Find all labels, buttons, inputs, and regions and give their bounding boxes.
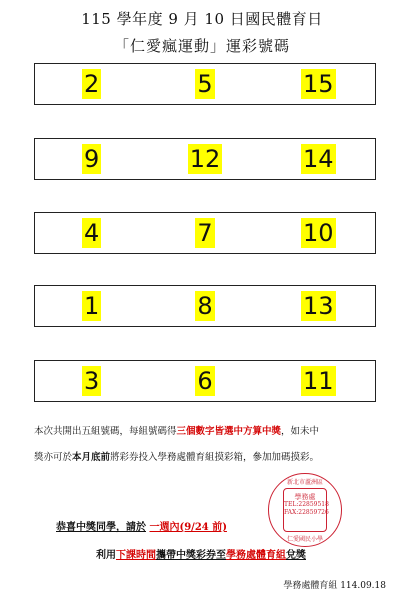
office-seal [268,473,342,547]
claim-text: 攜帶中獎彩券至 [156,550,226,561]
notice-text: 本次共開出五組號碼，每組號碼得 [34,426,177,437]
lottery-number: 1 [84,292,100,320]
seal-top-text: 新北市蘆洲區 [286,479,323,486]
congrats-line [56,518,227,533]
notice-text: 將彩券投入學務處體育組摸彩箱，參加加碼摸彩。 [110,452,320,463]
congrats-text: 恭喜中獎同學，請於 [56,522,146,533]
seal-tel: TEL:22859518 [284,501,329,508]
notice-deadline: 本月底前 [72,452,111,463]
lottery-number: 4 [84,219,100,247]
lottery-number: 6 [197,367,213,395]
claim-text: 利用 [96,550,116,561]
lottery-number: 9 [84,145,100,173]
claim-text: 兌獎 [286,550,306,561]
number-group-5 [34,360,376,402]
claim-line [96,546,306,561]
title-line-1: 115 學年度 9 月 10 日國民體育日 [81,10,323,28]
lottery-number: 12 [189,145,221,173]
lottery-number: 15 [303,70,334,98]
seal-office: 學務處 [294,493,316,501]
congrats-deadline: 一週內(9/24 前) [149,522,227,533]
notice-line-2 [34,451,378,464]
lottery-number: 7 [197,219,213,247]
lottery-number: 5 [197,70,213,98]
notice-text: 獎亦可於 [34,452,73,463]
title-line-2: 「仁愛瘋運動」運彩號碼 [113,37,290,55]
lottery-number: 8 [197,292,213,320]
seal-bottom-text: 仁愛國民小學 [286,536,323,543]
seal-inner-box [283,488,327,532]
lottery-number: 11 [303,367,334,395]
footer-signature: 學務處體育組 114.09.18 [283,581,386,591]
lottery-number: 13 [303,292,334,320]
number-group-3 [34,212,376,254]
lottery-number: 2 [84,70,100,98]
number-group-2 [34,138,376,180]
claim-office: 學務處體育組 [226,550,286,561]
lottery-number: 3 [84,367,100,395]
lottery-number: 14 [303,145,334,173]
claim-time: 下課時間 [116,550,156,561]
lottery-number: 10 [303,219,334,247]
notice-highlight: 三個數字皆選中方算中獎 [176,426,282,437]
notice-text: ，如未中 [281,426,320,437]
number-group-1 [34,63,376,105]
seal-fax: FAX:22859726 [284,509,329,516]
notice-line-1 [34,425,378,438]
number-group-4 [34,285,376,327]
